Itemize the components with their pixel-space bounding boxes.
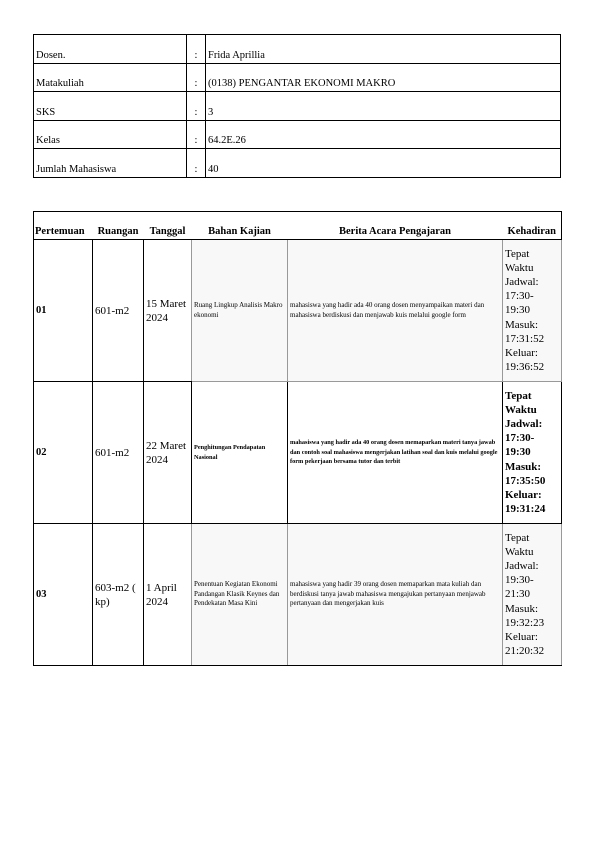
meeting-topic: Penentuan Kegiatan Ekonomi Pandangan Klasik Keynes dan Pendekatan Masa Kini bbox=[192, 524, 288, 666]
meeting-room: 603-m2 ( kp) bbox=[93, 524, 144, 666]
meeting-report: mahasiswa yang hadir ada 40 orang dosen memaparkan materi tanya jawab dan contoh soal mahasiswa mengerjakan latihan soal dan kuis melalui google form pekerjaan bersama tutor dan terbit bbox=[288, 382, 503, 524]
info-separator: : bbox=[187, 63, 206, 92]
info-value: 64.2E.26 bbox=[206, 120, 561, 149]
attendance-line: 19:30 bbox=[505, 304, 531, 317]
attendance-line: Masuk: bbox=[505, 318, 538, 331]
info-value: Frida Aprillia bbox=[206, 35, 561, 64]
attendance-line: Keluar: bbox=[505, 631, 538, 643]
attendance-line: 21:30 bbox=[505, 588, 531, 601]
meeting-date: 15 Maret 2024 bbox=[144, 240, 192, 382]
info-label: SKS bbox=[34, 92, 187, 121]
info-separator: : bbox=[187, 92, 206, 121]
meeting-number: 02 bbox=[34, 382, 93, 524]
meeting-attendance bbox=[503, 524, 562, 666]
meeting-number: 01 bbox=[34, 240, 93, 382]
attendance-line: 17:35:50 bbox=[505, 474, 546, 487]
attendance-line: Jadwal: bbox=[505, 275, 539, 288]
meetings-table bbox=[33, 211, 562, 666]
attendance-line: Keluar: bbox=[505, 489, 542, 501]
meeting-topic: Penghitungan Pendapatan Nasional bbox=[192, 382, 288, 524]
attendance-line: 17:31:52 bbox=[505, 332, 545, 345]
meeting-attendance bbox=[503, 382, 562, 524]
info-separator: : bbox=[187, 120, 206, 149]
info-value: (0138) PENGANTAR EKONOMI MAKRO bbox=[206, 63, 561, 92]
meeting-number: 03 bbox=[34, 524, 93, 666]
meeting-report: mahasiswa yang hadir ada 40 orang dosen menyampaikan materi dan mahasiswa berdiskusi dan menjawab kuis melalui google form bbox=[288, 240, 503, 382]
info-row-kelas bbox=[34, 120, 561, 149]
info-row-jumlah-mahasiswa bbox=[34, 149, 561, 178]
meeting-room: 601-m2 bbox=[93, 382, 144, 524]
attendance-line: Keluar: bbox=[505, 347, 538, 359]
course-info-table bbox=[33, 34, 561, 178]
header-ruangan: Ruangan bbox=[93, 212, 144, 240]
meeting-report: mahasiswa yang hadir 39 orang dosen memaparkan mata kuliah dan berdiskusi tanya jawab mahasiswa mengajukan pertanyaan menjawab pertanyaan dan mengerjakan kuis bbox=[288, 524, 503, 666]
attendance-line: Waktu bbox=[505, 403, 537, 416]
header-tanggal: Tanggal bbox=[144, 212, 192, 240]
info-value: 40 bbox=[206, 149, 561, 178]
attendance-line: 19:32:23 bbox=[505, 616, 545, 629]
attendance-line: 19:36:52 bbox=[505, 361, 545, 374]
meetings-header-row bbox=[34, 212, 562, 240]
info-label: Jumlah Mahasiswa bbox=[34, 149, 187, 178]
header-bahan-kajian: Bahan Kajian bbox=[192, 212, 288, 240]
meeting-room: 601-m2 bbox=[93, 240, 144, 382]
meeting-attendance bbox=[503, 240, 562, 382]
info-separator: : bbox=[187, 149, 206, 178]
attendance-line: Masuk: bbox=[505, 602, 538, 615]
attendance-line: Tepat bbox=[505, 389, 532, 402]
attendance-line: 17:30- bbox=[505, 432, 535, 445]
meeting-topic: Ruang Lingkup Analisis Makro ekonomi bbox=[192, 240, 288, 382]
table-row bbox=[34, 382, 562, 524]
meeting-date: 22 Maret 2024 bbox=[144, 382, 192, 524]
attendance-line: Jadwal: bbox=[505, 559, 539, 572]
info-separator: : bbox=[187, 35, 206, 64]
header-kehadiran: Kehadiran bbox=[503, 212, 562, 240]
info-label: Matakuliah bbox=[34, 63, 187, 92]
attendance-line: Jadwal: bbox=[505, 417, 543, 430]
attendance-line: 17:30- bbox=[505, 290, 534, 303]
attendance-line: Tepat bbox=[505, 247, 530, 260]
attendance-line: Waktu bbox=[505, 261, 534, 274]
attendance-line: 19:30 bbox=[505, 446, 531, 459]
info-row-dosen bbox=[34, 35, 561, 64]
attendance-line: 19:30- bbox=[505, 574, 534, 587]
table-row bbox=[34, 240, 562, 382]
header-berita-acara: Berita Acara Pengajaran bbox=[288, 212, 503, 240]
attendance-line: Tepat bbox=[505, 531, 530, 544]
attendance-line: Waktu bbox=[505, 545, 534, 558]
attendance-line: Masuk: bbox=[505, 460, 542, 473]
info-label: Kelas bbox=[34, 120, 187, 149]
info-value: 3 bbox=[206, 92, 561, 121]
info-label: Dosen. bbox=[34, 35, 187, 64]
header-pertemuan: Pertemuan bbox=[34, 212, 93, 240]
attendance-line: 19:31:24 bbox=[505, 503, 546, 516]
info-row-sks bbox=[34, 92, 561, 121]
table-row bbox=[34, 524, 562, 666]
info-row-matakuliah bbox=[34, 63, 561, 92]
meeting-date: 1 April 2024 bbox=[144, 524, 192, 666]
attendance-line: 21:20:32 bbox=[505, 645, 545, 658]
